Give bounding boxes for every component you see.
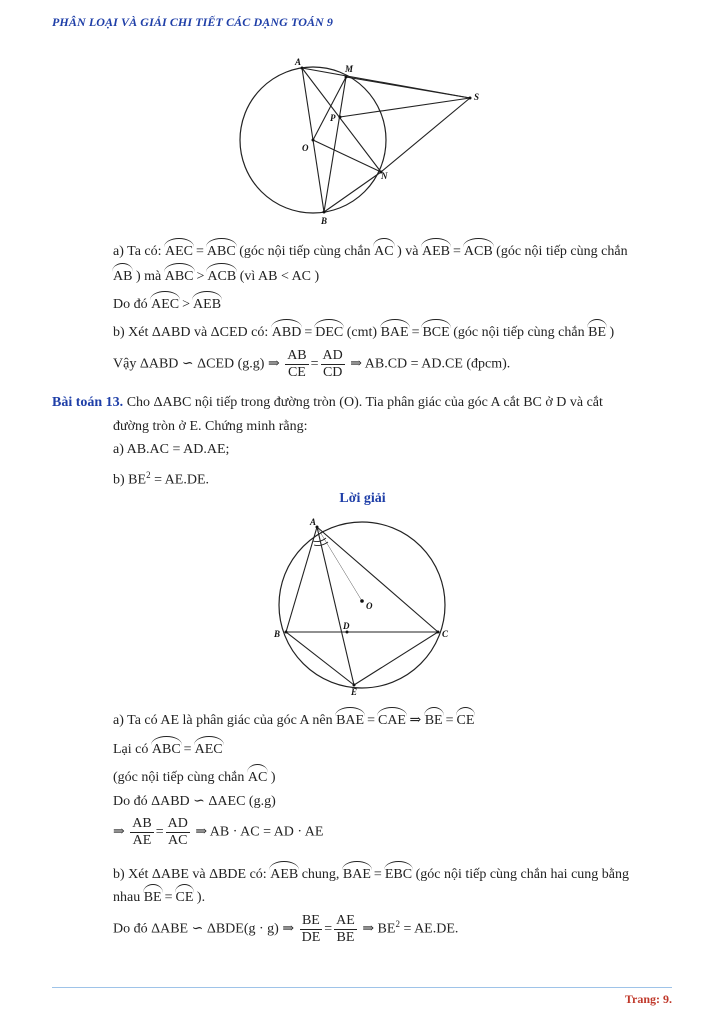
arc-BAE-2: BAE	[342, 867, 371, 882]
arc-AEC: AEC	[194, 742, 223, 757]
arc-ABC: ABC	[151, 742, 181, 757]
part2-line-final: Do đó ΔABE ∽ ΔBDE(g · g) ⇒ $\frac{BE}{DE}$ = $\frac{AE}{BE}$ ⇒ $BE^2 = AE.DE$.	[113, 913, 459, 945]
arc-EBC: EBC	[384, 867, 413, 882]
arc-AEC: AEC	[165, 244, 194, 259]
fraction-AE-BE: $\frac{AE}{BE}$	[336, 913, 355, 945]
arc-BAE: BAE	[336, 713, 365, 728]
part2-line-b: b) Xét ΔABE và ΔBDE có: AEB chung, BAE = EBC (góc nội tiếp cùng chắn hai cung bằng	[113, 867, 629, 882]
arc-AC: AC	[247, 770, 268, 785]
arc-AB: AB	[113, 269, 133, 284]
problem13-line1: Bài toán 13. Cho ΔABC nội tiếp trong đường tròn (O). Tia phân giác của góc A cắt BC ở D và cắt	[52, 395, 603, 410]
arc-DEC: DEC	[315, 325, 344, 340]
problem13-line2: đường tròn ở E. Chứng minh rằng:	[113, 419, 308, 434]
fraction-BE-DE: $\frac{BE}{DE}$	[301, 913, 321, 945]
label-A: A	[295, 57, 302, 67]
arc-ACB: ACB	[463, 244, 493, 259]
arc-ABC-2: ABC	[164, 269, 194, 284]
problem13-qb: b) $BE^2 = AE.DE$.	[113, 470, 210, 488]
problem13-qa: a) AB.AC = AD.AE;	[113, 442, 230, 457]
page-header: PHÂN LOẠI VÀ GIẢI CHI TIẾT CÁC DẠNG TOÁN 9	[52, 15, 334, 29]
part1-line-dodo: Do đó AEC > AEB	[113, 297, 222, 312]
part2-line-impl: ⇒ $\frac{AB}{AE}$ = $\frac{AD}{AC}$ ⇒ AB · AC = AD · AE	[113, 816, 324, 848]
page-number: Trang: 9.	[624, 992, 672, 1006]
arc-BAE: BAE	[380, 325, 409, 340]
arc-AEB-2: AEB	[193, 297, 222, 312]
arc-BE-2: BE	[143, 890, 162, 905]
part2-line-b2: nhau BE = CE ).	[113, 890, 206, 905]
arc-AEB: AEB	[421, 244, 450, 259]
label-O: O	[302, 143, 309, 153]
figure-triangle-bisector	[268, 515, 458, 697]
part2-line-dodo: Do đó ΔABD ∽ ΔAEC (g.g)	[113, 794, 276, 809]
label-M: M	[345, 64, 354, 74]
part2-line-goc: (góc nội tiếp cùng chắn AC )	[113, 770, 276, 785]
arc-BE: BE	[424, 713, 443, 728]
label-N: N	[381, 171, 388, 181]
arc-ABD: ABD	[271, 325, 302, 340]
label-E: E	[351, 687, 358, 697]
arc-AEB: AEB	[270, 867, 299, 882]
part1-line-b: b) Xét ΔABD và ΔCED có: ABD = DEC (cmt) BAE = BCE (góc nội tiếp cùng chắn BE )	[113, 325, 615, 340]
arc-BCE: BCE	[422, 325, 450, 340]
arc-CE: CE	[456, 713, 475, 728]
figure-circle-tangent	[236, 55, 496, 227]
part1-line-a: a) Ta có: AEC = ABC (góc nội tiếp cùng chắn AC ) và AEB = ACB (góc nội tiếp cùng chắn	[113, 244, 628, 259]
arc-AC: AC	[374, 244, 394, 259]
label-B: B	[274, 629, 281, 639]
label-S: S	[474, 92, 480, 102]
problem13-title: Bài toán 13.	[52, 395, 124, 410]
label-C: C	[442, 629, 449, 639]
arc-ABC: ABC	[206, 244, 236, 259]
label-A: A	[310, 517, 317, 527]
part1-line-a2: AB ) mà ABC > ACB (vì AB < AC )	[113, 269, 320, 284]
arc-BE: BE	[588, 325, 606, 340]
fraction-AB-CE: $\frac{AB}{CE}$	[287, 348, 307, 380]
fraction-AD-AC: $\frac{AD}{AC}$	[167, 816, 188, 848]
footer-divider	[52, 987, 672, 988]
arc-ACB-2: ACB	[207, 269, 237, 284]
part2-line-a: a) Ta có AE là phân giác của góc A nên BAE = CAE ⇒ BE = CE	[113, 713, 475, 728]
solution-title: Lời giải	[339, 491, 386, 506]
label-B: B	[321, 216, 328, 226]
arc-AEC-2: AEC	[151, 297, 180, 312]
arc-CAE: CAE	[377, 713, 406, 728]
part1-line-vay: Vậy ΔABD ∽ ΔCED (g.g) ⇒ $\frac{AB}{CE}$ = $\frac{AD}{CD}$ ⇒ AB.CD = AD.CE (đpcm).	[113, 348, 511, 380]
fraction-AB-AE: $\frac{AB}{AE}$	[132, 816, 152, 848]
part2-line-laico: Lại có ABC = AEC	[113, 742, 223, 757]
arc-CE-2: CE	[175, 890, 194, 905]
label-O: O	[366, 601, 373, 611]
fraction-AD-CD: $\frac{AD}{CD}$	[322, 348, 343, 380]
label-D: D	[343, 621, 350, 631]
label-P: P	[330, 113, 336, 123]
